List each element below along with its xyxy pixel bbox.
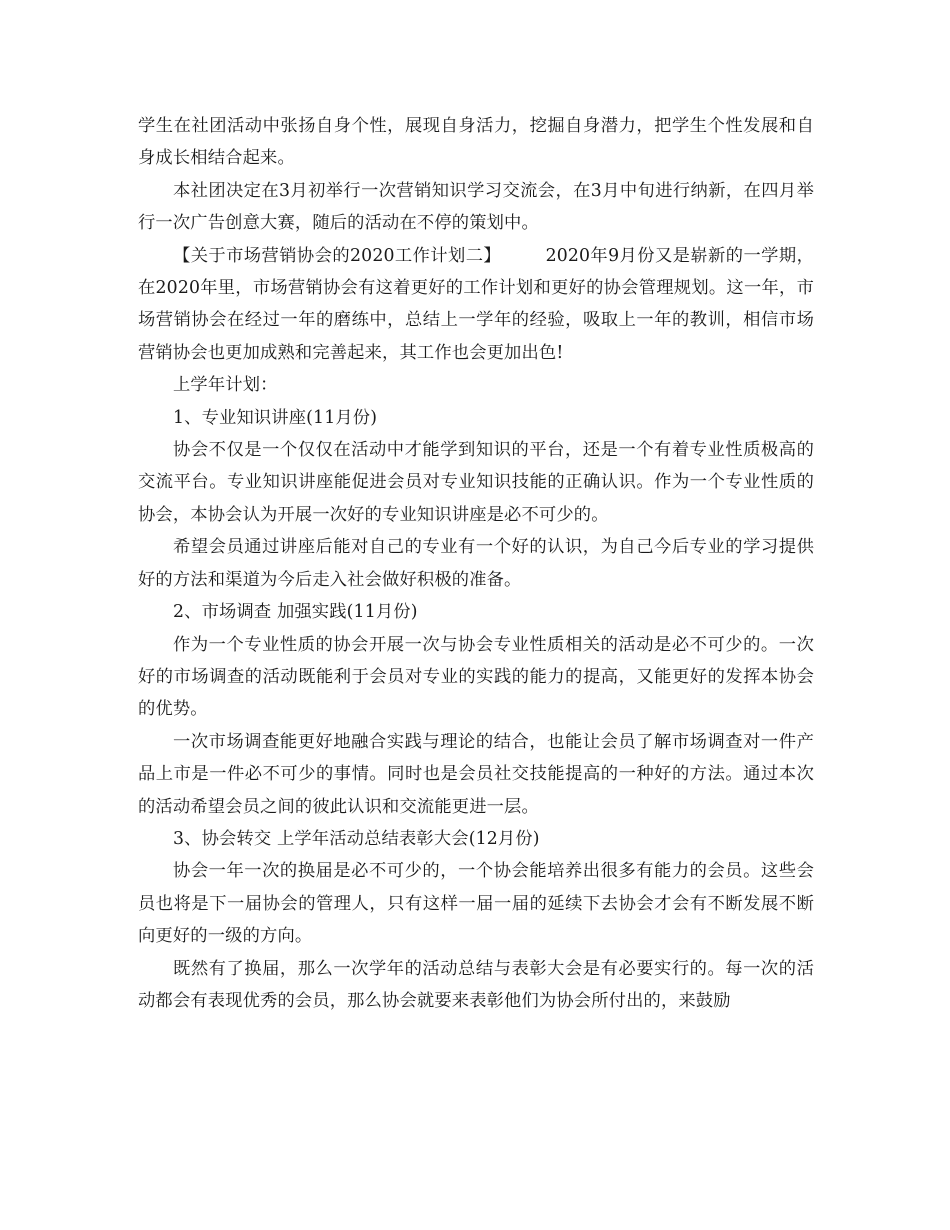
paragraph-club-schedule: 本社团决定在3月初举行一次营销知识学习交流会，在3月中旬进行纳新，在四月举行一次广告创意大赛，随后的活动在不停的策划中。	[138, 180, 814, 234]
paragraph-lecture-body: 协会不仅是一个仅仅在活动中才能学到知识的平台，还是一个有着专业性质极高的交流平台。专业知识讲座能促进会员对专业知识技能的正确认识。作为一个专业性质的协会，本协会认为开展一次好的专业知识讲座是必不可少的。	[138, 440, 814, 525]
section-heading-handover: 3、协会转交 上学年活动总结表彰大会(12月份)	[173, 828, 540, 849]
document-body	[138, 110, 814, 1017]
paragraph-handover-body: 协会一年一次的换届是必不可少的，一个协会能培养出很多有能力的会员。这些会员也将是下一届协会的管理人，只有这样一届一届的延续下去协会才会有不断发展不断向更好的一级的方向。	[138, 861, 814, 947]
paragraph-survey-body: 作为一个专业性质的协会开展一次与协会专业性质相关的活动是必不可少的。一次好的市场调查的活动既能利于会员对专业的实践的能力的提高，又能更好的发挥本协会的优势。	[138, 634, 814, 720]
section-heading-lecture: 1、专业知识讲座(11月份)	[173, 407, 378, 428]
paragraph-intro-continuation: 学生在社团活动中张扬自身个性，展现自身活力，挖掘自身潜力，把学生个性发展和自身成长相结合起来。	[138, 116, 814, 169]
paragraph-award-body: 既然有了换届，那么一次学年的活动总结与表彰大会是有必要实行的。每一次的活动都会有表现优秀的会员，那么协会就要来表彰他们为协会所付出的，来鼓励	[138, 958, 814, 1011]
paragraph-plan-two-heading: 【关于市场营销协会的2020工作计划二】 2020年9月份又是崭新的一学期，在2020年里，市场营销协会有这着更好的工作计划和更好的协会管理规划。这一年，市场营销协会在经过一年的磨练中，总结上一学年的经验，吸取上一年的教训，相信市场营销协会也更加成熟和完善起来，其工作也会更加出色!	[138, 245, 814, 363]
section-heading-market-survey: 2、市场调查 加强实践(11月份)	[173, 602, 418, 623]
paragraph-semester-plan-label: 上学年计划：	[173, 375, 278, 396]
paragraph-survey-benefit: 一次市场调查能更好地融合实践与理论的结合，也能让会员了解市场调查对一件产品上市是一件必不可少的事情。同时也是会员社交技能提高的一种好的方法。通过本次的活动希望会员之间的彼此认识和交流能更进一层。	[138, 731, 814, 817]
paragraph-lecture-hope: 希望会员通过讲座后能对自己的专业有一个好的认识，为自己今后专业的学习提供好的方法和渠道为今后走入社会做好积极的准备。	[138, 537, 814, 590]
